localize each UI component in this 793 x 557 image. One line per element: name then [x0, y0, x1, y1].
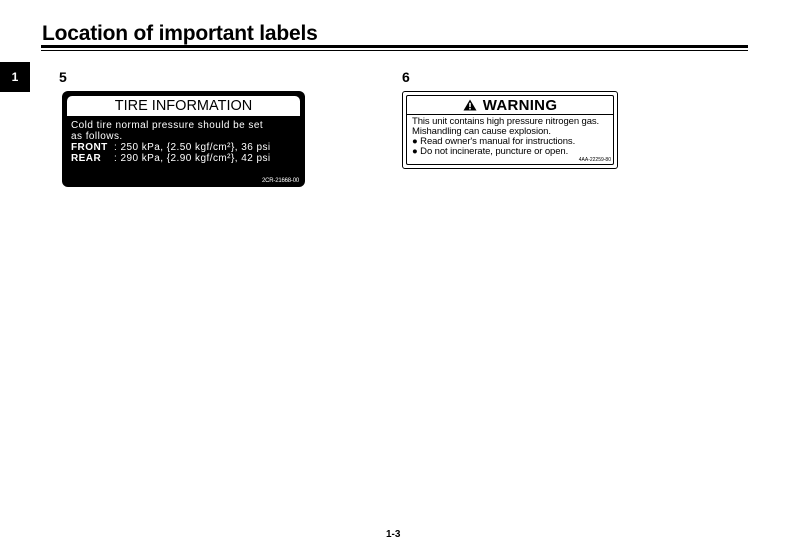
- page-title: Location of important labels: [42, 22, 318, 45]
- tire-value-front: : 250 kPa, {2.50 kgf/cm²}, 36 psi: [114, 142, 271, 153]
- warning-triangle-icon: [463, 99, 477, 111]
- warning-label-code: 4AA-22259-80: [578, 157, 611, 163]
- tire-key-rear: REAR: [71, 153, 102, 164]
- warning-label-frame: [406, 95, 614, 165]
- warning-label-body: [412, 117, 610, 157]
- label-number-5: 5: [59, 69, 67, 85]
- warning-label-line: This unit contains high pressure nitrogen gas.: [412, 116, 600, 127]
- title-rule-thin: [41, 50, 748, 51]
- tire-label-title: TIRE INFORMATION: [67, 96, 300, 116]
- warning-label-line: ● Read owner's manual for instructions.: [412, 136, 576, 147]
- label-number-6: 6: [402, 69, 410, 85]
- tire-information-label: [62, 91, 305, 187]
- warning-label-line: Mishandling can cause explosion.: [412, 126, 551, 137]
- tire-key-front: FRONT: [71, 142, 108, 153]
- warning-label-header: [407, 96, 613, 115]
- chapter-tab: 1: [0, 62, 30, 92]
- tire-pressure-rear: [71, 153, 299, 164]
- page-number: 1-3: [386, 529, 401, 540]
- tire-label-code: 2CR-21668-00: [262, 178, 299, 184]
- tire-value-rear: : 290 kPa, {2.90 kgf/cm²}, 42 psi: [114, 153, 271, 164]
- title-rule-thick: [41, 45, 748, 48]
- warning-label-title: WARNING: [482, 96, 558, 114]
- tire-label-line: as follows.: [71, 131, 123, 142]
- tire-label-line: Cold tire normal pressure should be set: [71, 120, 264, 131]
- tire-pressure-front: [71, 142, 299, 153]
- warning-label-line: ● Do not incinerate, puncture or open.: [412, 146, 569, 157]
- warning-label: [402, 91, 618, 169]
- tire-label-body: [71, 120, 299, 164]
